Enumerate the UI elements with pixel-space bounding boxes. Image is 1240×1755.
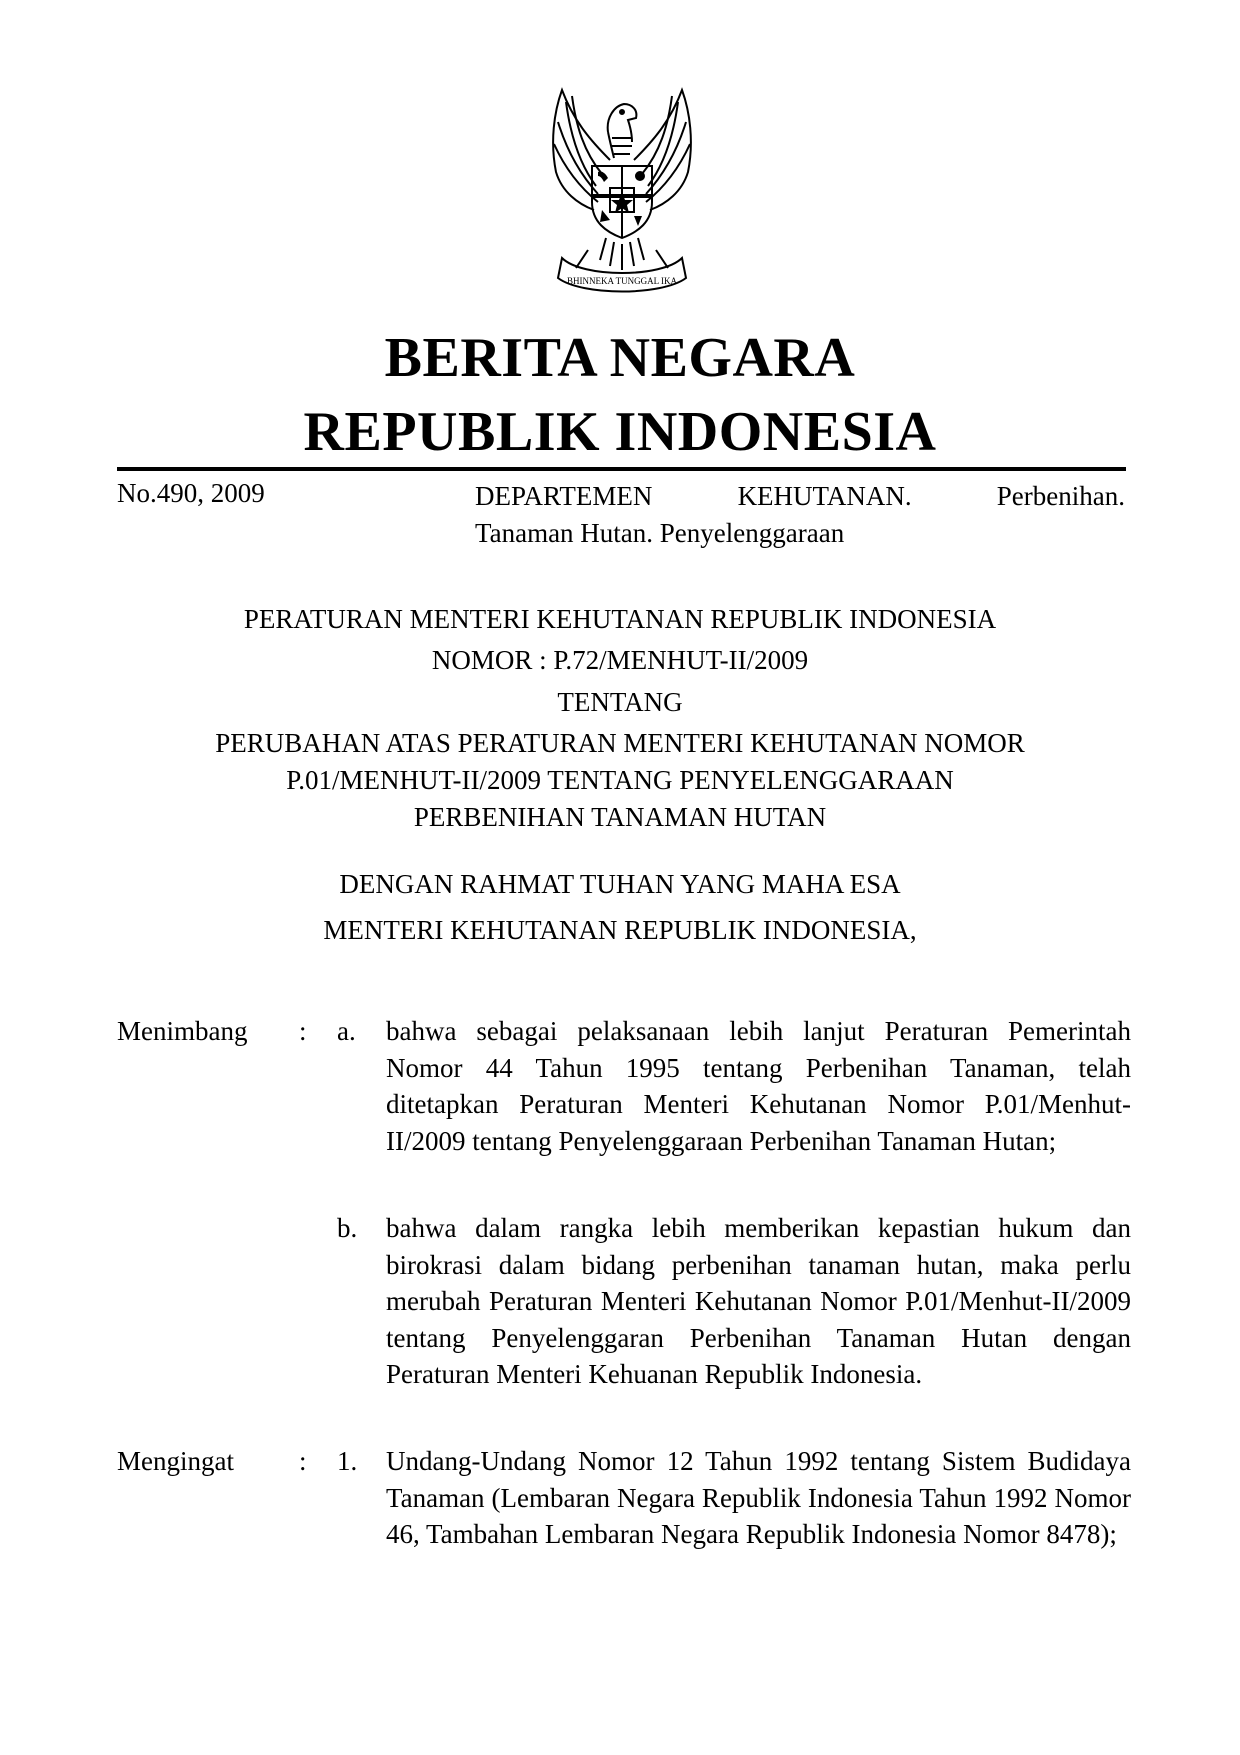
department-line1: DEPARTEMEN KEHUTANAN. Perbenihan. — [475, 481, 1125, 511]
regulation-subject — [0, 725, 1240, 836]
masthead-divider — [117, 467, 1126, 471]
regulation-number: NOMOR : P.72/MENHUT-II/2009 — [431, 645, 809, 675]
considering-item-a-marker: a. — [337, 1016, 356, 1046]
regulation-about: TENTANG — [557, 687, 683, 717]
considering-label: Menimbang — [117, 1016, 248, 1046]
svg-text:BHINNEKA TUNGGAL IKA: BHINNEKA TUNGGAL IKA — [567, 276, 677, 286]
recalling-item-1-text: Undang-Undang Nomor 12 Tahun 1992 tentang Sistem Budidaya Tanaman (Lembaran Negara Republik Indonesia Tahun 1992 Nomor 46, Tambahan Lembaran Negara Republik Indonesia Nomor 8478); — [386, 1446, 1131, 1549]
garuda-pancasila-emblem-icon — [522, 82, 722, 302]
masthead-title-line2: REPUBLIK INDONESIA — [303, 401, 937, 463]
masthead-title-line1: BERITA NEGARA — [384, 327, 856, 389]
considering-item-b-marker: b. — [337, 1213, 358, 1243]
regulation-title: PERATURAN MENTERI KEHUTANAN REPUBLIK INDONESIA — [243, 604, 997, 634]
issue-number: No.490, 2009 — [117, 478, 265, 508]
recalling-item-1-marker: 1. — [337, 1446, 358, 1476]
considering-item-b-text: bahwa dalam rangka lebih memberikan kepastian hukum dan birokrasi dalam bidang perbenihan tanaman hutan, maka perlu merubah Peraturan Menteri Kehutanan Nomor P.01/Menhut-II/2009 tentang Penyelenggaran Perbenihan Tanaman Hutan dengan Peraturan Menteri Kehuanan Republik Indonesia. — [386, 1213, 1131, 1389]
regulation-subject-line: PERUBAHAN ATAS PERATURAN MENTERI KEHUTANAN NOMOR — [215, 728, 1025, 758]
recalling-colon: : — [299, 1446, 307, 1476]
department-line2: Tanaman Hutan. Penyelenggaraan — [475, 518, 845, 548]
considering-colon: : — [299, 1016, 307, 1046]
preamble-line2: MENTERI KEHUTANAN REPUBLIK INDONESIA, — [323, 915, 917, 945]
regulation-subject-line: PERBENIHAN TANAMAN HUTAN — [413, 802, 827, 832]
considering-item-a-text: bahwa sebagai pelaksanaan lebih lanjut Peraturan Pemerintah Nomor 44 Tahun 1995 tentang Perbenihan Tanaman, telah ditetapkan Peraturan Menteri Kehutanan Nomor P.01/Menhut-II/2009 tentang Penyelenggaraan Perbenihan Tanaman Hutan; — [386, 1016, 1131, 1156]
regulation-subject-line: P.01/MENHUT-II/2009 TENTANG PENYELENGGARAAN — [286, 765, 954, 795]
recalling-label: Mengingat — [117, 1446, 234, 1476]
preamble-line1: DENGAN RAHMAT TUHAN YANG MAHA ESA — [339, 869, 901, 899]
